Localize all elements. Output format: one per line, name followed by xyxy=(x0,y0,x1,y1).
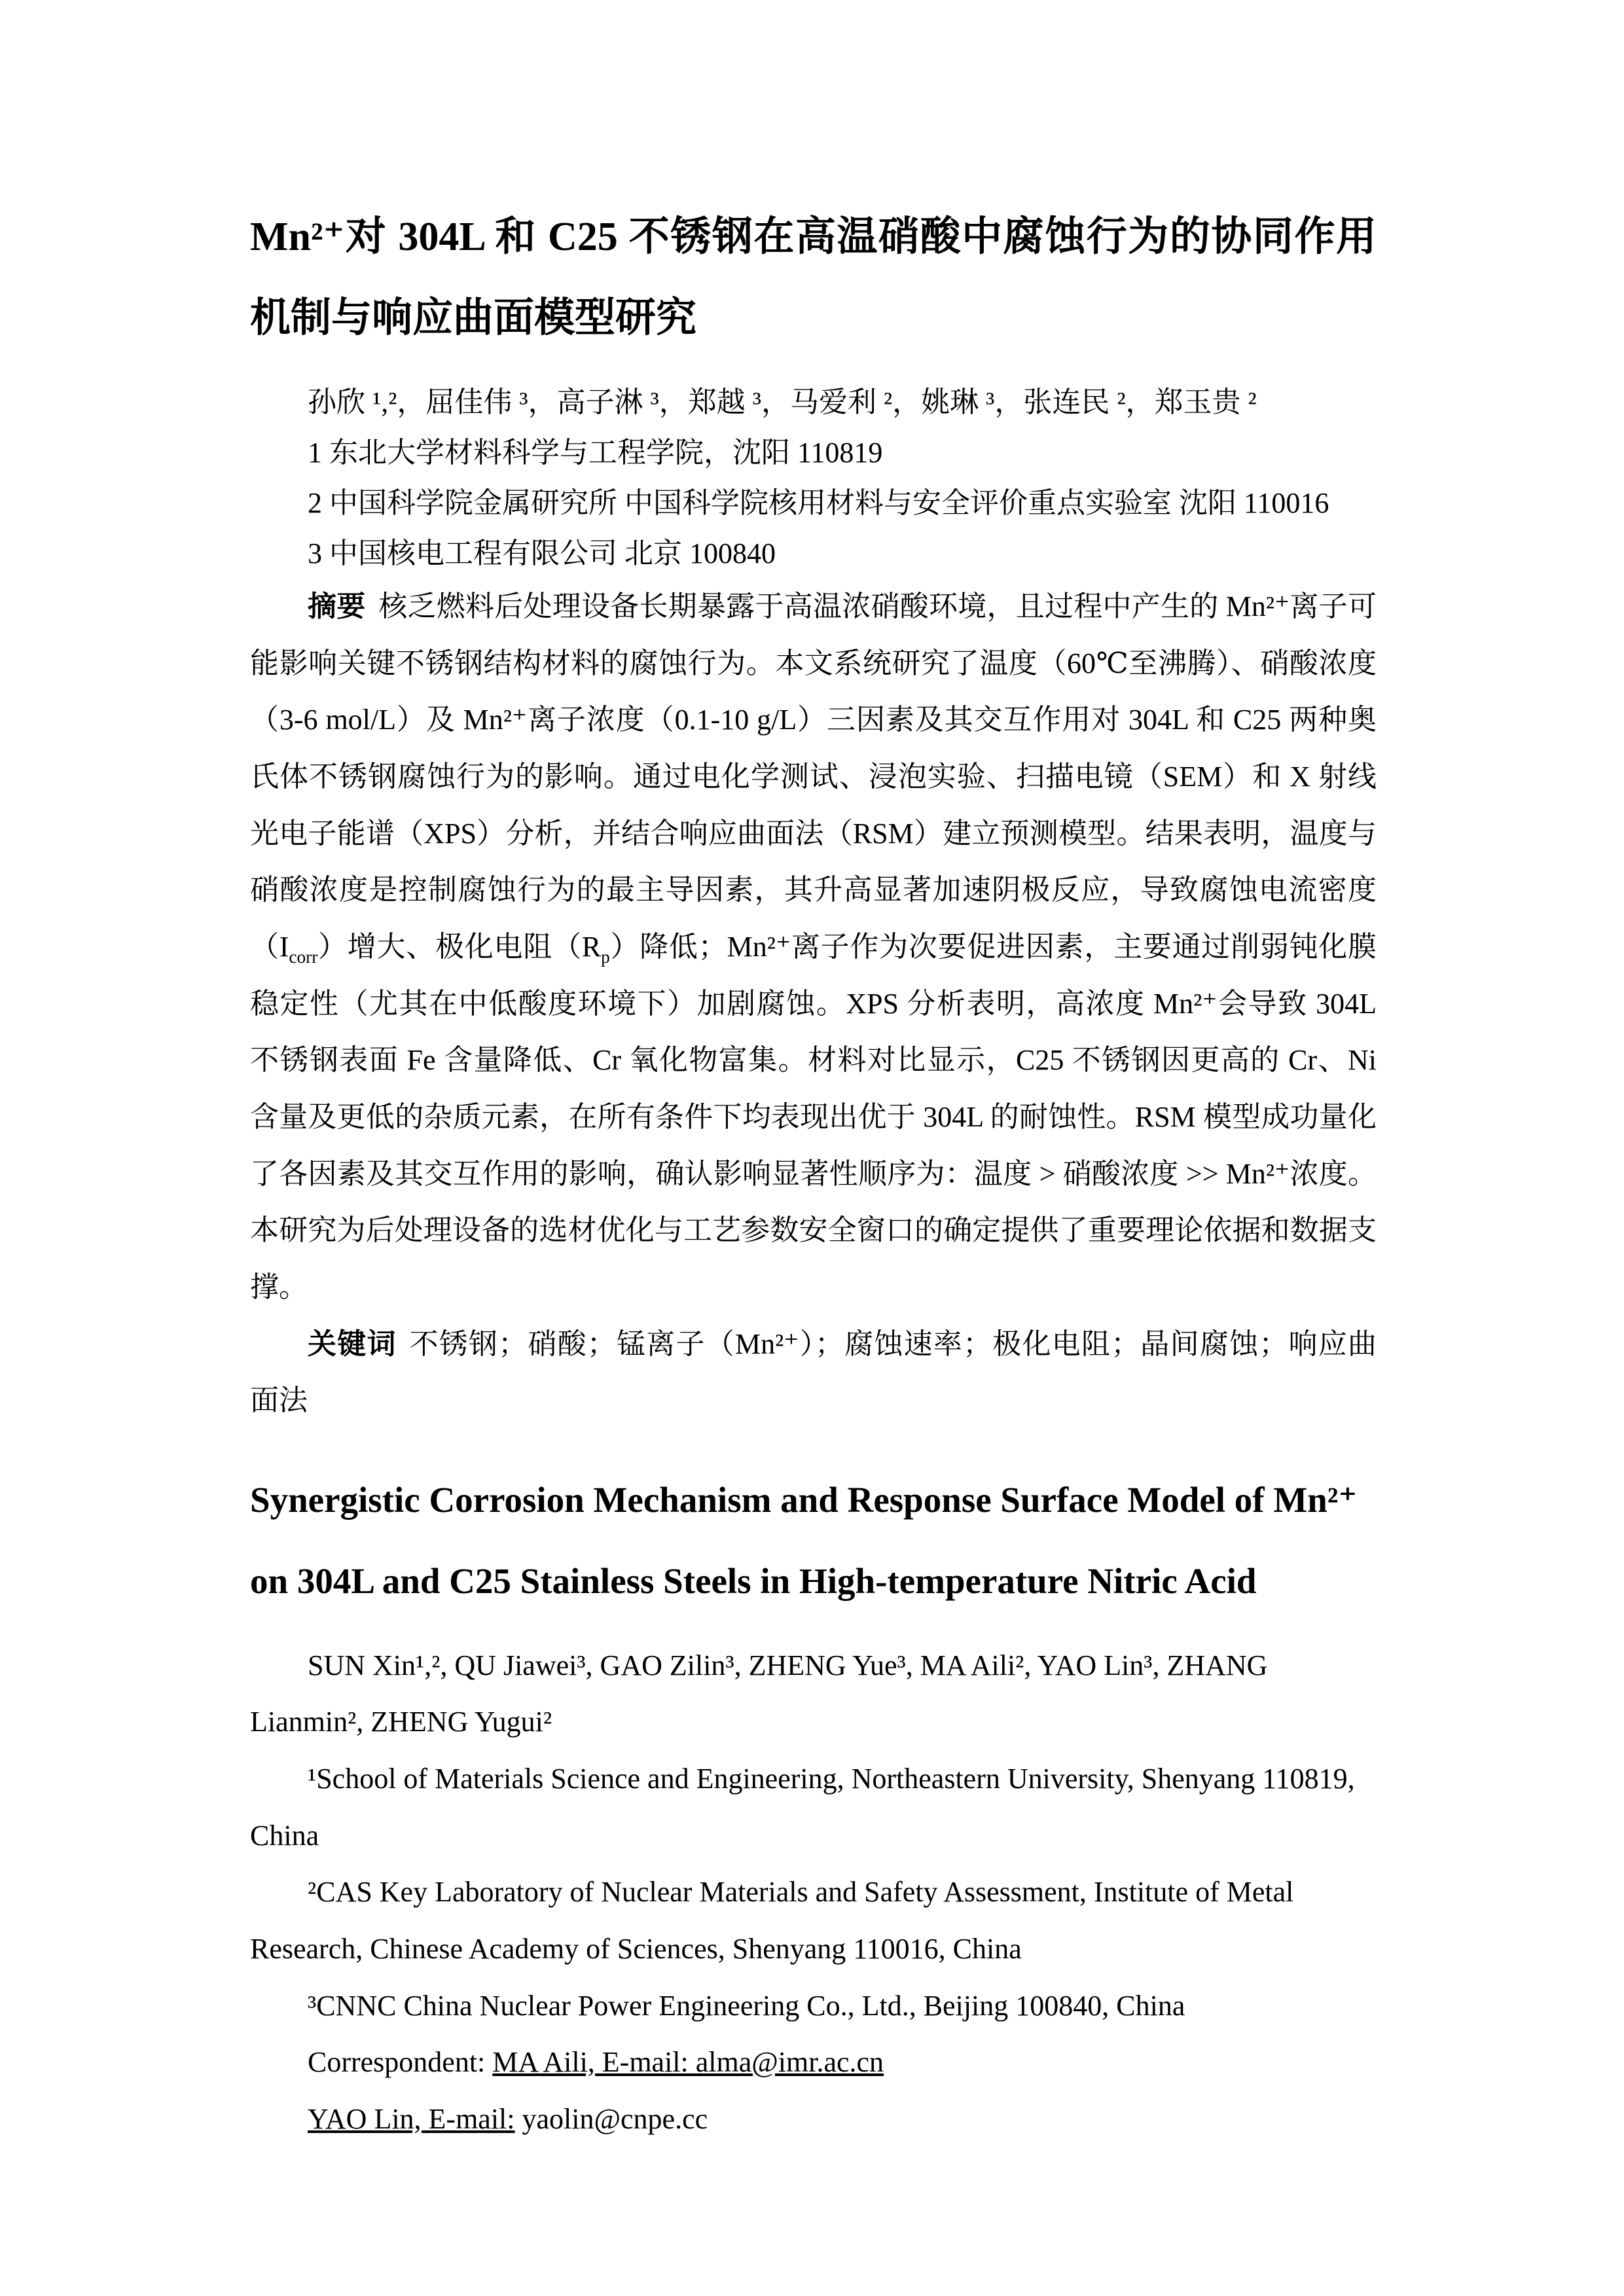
keywords-label: 关键词 xyxy=(308,1327,397,1360)
correspondent-line-primary xyxy=(250,2034,1377,2091)
abstract-text: 核乏燃料后处理设备长期暴露于高温浓硝酸环境，且过程中产生的 Mn²⁺离子可能影响关键不锈钢结构材料的腐蚀行为。本文系统研究了温度（60℃至沸腾）、硝酸浓度（3-6 mol/L）及 Mn²⁺离子浓度（0.1-10 g/L）三因素及其交互作用对 304L 和 C25 两种奥氏体不锈钢腐蚀行为的影响。通过电化学测试、浸泡实验、扫描电镜（SEM）和 X 射线光电子能谱（XPS）分析，并结合响应曲面法（RSM）建立预测模型。结果表明，温度与硝酸浓度是控制腐蚀行为的最主导因素，其升高显著加速阴极反应，导致腐蚀电流密度$(I_{corr})$增大、极化电阻$(R_p)$降低；Mn²⁺离子作为次要促进因素，主要通过削弱钝化膜稳定性（尤其在中低酸度环境下）加剧腐蚀。XPS 分析表明，高浓度 Mn²⁺会导致 304L 不锈钢表面 Fe 含量降低、Cr 氧化物富集。材料对比显示，C25 不锈钢因更高的 Cr、Ni 含量及更低的杂质元素，在所有条件下均表现出优于 304L 的耐蚀性。RSM 模型成功量化了各因素及其交互作用的影响，确认影响显著性顺序为：温度 > 硝酸浓度 >> Mn²⁺浓度。本研究为后处理设备的选材优化与工艺参数安全窗口的确定提供了重要理论依据和数据支撑。 xyxy=(250,590,1377,1304)
affiliation-zh: 2 中国科学院金属研究所 中国科学院核用材料与安全评价重点实验室 沈阳 110016 xyxy=(308,487,1329,519)
keywords-text: 不锈钢；硝酸；锰离子（Mn²⁺）；腐蚀速率；极化电阻；晶间腐蚀；响应曲面法 xyxy=(250,1327,1377,1417)
paper-title-en: Synergistic Corrosion Mechanism and Response Surface Model of Mn²⁺ on 304L and C25 Stainless Steels in High-temperature Nitric Acid xyxy=(250,1480,1358,1601)
correspondent-email-primary: MA Aili, E-mail: alma@imr.ac.cn xyxy=(492,2046,884,2079)
affiliation-en: ¹School of Materials Science and Engineering, Northeastern University, Shenyang 110819, China xyxy=(250,1762,1355,1852)
correspondent-prefix: Correspondent: xyxy=(308,2046,493,2079)
affiliation-en: ³CNNC China Nuclear Power Engineering Co., Ltd., Beijing 100840, China xyxy=(308,1989,1185,2022)
affiliation-zh: 1 东北大学材料科学与工程学院，沈阳 110819 xyxy=(308,437,883,469)
correspondent-name-secondary: YAO Lin, E-mail: xyxy=(308,2102,515,2135)
authors-en: SUN Xin¹,², QU Jiawei³, GAO Zilin³, ZHENG Yue³, MA Aili², YAO Lin³, ZHANG Lianmin², ZHENG Yugui² xyxy=(250,1649,1268,1738)
abstract-label: 摘要 xyxy=(308,590,366,622)
abstract-paragraph xyxy=(250,579,1377,1316)
correspondent-email-secondary: yaolin@cnpe.cc xyxy=(514,2102,708,2135)
keywords-paragraph xyxy=(250,1316,1377,1429)
correspondent-line-secondary xyxy=(250,2091,1377,2148)
authors-zh: 孙欣 ¹,²，屈佳伟 ³，高子淋 ³，郑越 ³，马爱利 ²，姚琳 ³，张连民 ²，郑玉贵 ² xyxy=(308,386,1257,418)
affiliation-en: ²CAS Key Laboratory of Nuclear Materials and Safety Assessment, Institute of Metal Research, Chinese Academy of Sciences, Shenyang 110016, China xyxy=(250,1876,1294,1965)
affiliation-zh: 3 中国核电工程有限公司 北京 100840 xyxy=(308,537,776,569)
paper-title-zh: Mn²⁺对 304L 和 C25 不锈钢在高温硝酸中腐蚀行为的协同作用机制与响应曲面模型研究 xyxy=(250,215,1377,340)
